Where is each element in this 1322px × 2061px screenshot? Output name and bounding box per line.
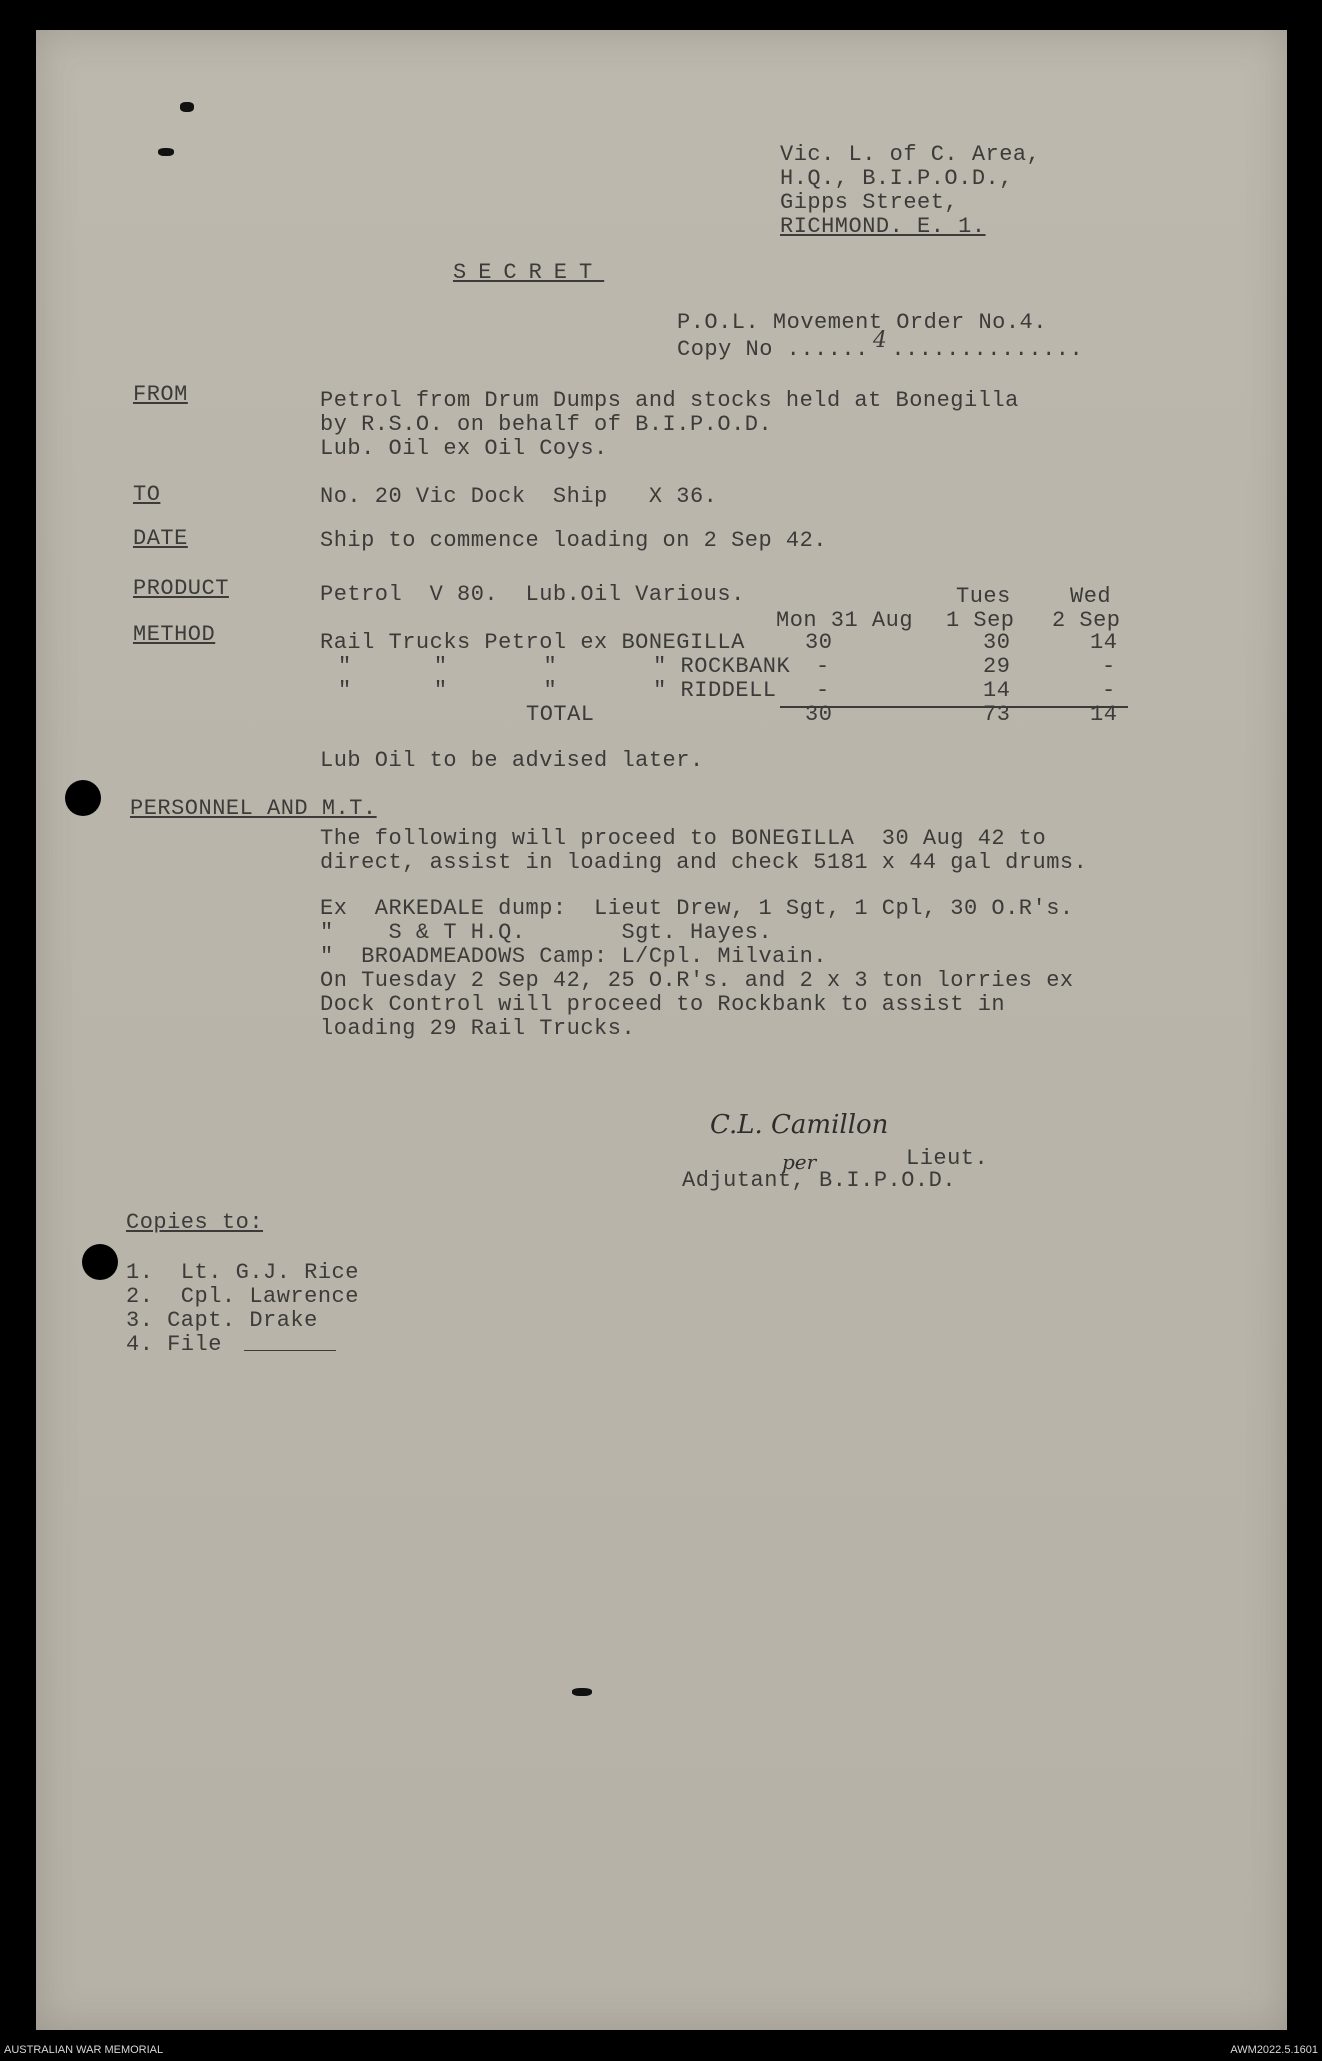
copy-number-line [677,328,1084,362]
handwritten-per: per [782,1150,817,1174]
table-cell: - [816,678,830,703]
signature-rank: Lieut. [906,1146,989,1171]
table-cell: - [1102,678,1116,703]
personnel-line-6: On Tuesday 2 Sep 42, 25 O.R's. and 2 x 3 ton lorries ex [320,968,1074,993]
copies-item: 4. File [126,1332,222,1357]
method-label: METHOD [133,622,216,647]
signature-title: Adjutant, B.I.P.O.D. [682,1168,957,1193]
paper-damage-mark [180,102,194,112]
personnel-line-4: " S & T H.Q. Sgt. Hayes. [320,920,773,945]
punch-hole-bottom [82,1244,118,1280]
handwritten-signature: C.L. Camillon [710,1110,889,1140]
copies-item: 2. Cpl. Lawrence [126,1284,359,1309]
date-text: Ship to commence loading on 2 Sep 42. [320,528,827,553]
footer-left: AUSTRALIAN WAR MEMORIAL [4,2044,164,2056]
footer-right: AWM2022.5.1601 [1230,2044,1318,2056]
copy-number: 4 [872,328,888,353]
column-header-3-line-2: 2 Sep [1052,608,1121,633]
from-line-3: Lub. Oil ex Oil Coys. [320,436,608,461]
file-rule [244,1350,336,1351]
address-line-1: Vic. L. of C. Area, [780,142,1041,167]
copy-dots: .............. [891,337,1084,362]
table-cell: - [1102,654,1116,679]
from-line-1: Petrol from Drum Dumps and stocks held at Bonegilla [320,388,1019,413]
paper-damage-mark [572,1688,592,1696]
personnel-line-1: The following will proceed to BONEGILLA 30 Aug 42 to [320,826,1047,851]
address-line-3: Gipps Street, [780,190,959,215]
to-label: TO [133,482,161,507]
address-line-2: H.Q., B.I.P.O.D., [780,166,1013,191]
table-row-label: Rail Trucks Petrol ex BONEGILLA [320,630,745,655]
address-line-4: RICHMOND. E. 1. [780,214,986,239]
from-label: FROM [133,382,188,407]
table-cell: 30 [983,630,1011,655]
document-page [36,30,1287,2030]
product-label: PRODUCT [133,576,229,601]
punch-hole-top [65,780,101,816]
date-label: DATE [133,526,188,551]
table-cell: 29 [983,654,1011,679]
lub-oil-note: Lub Oil to be advised later. [320,748,704,773]
total-cell: 73 [983,702,1011,727]
product-text: Petrol V 80. Lub.Oil Various. [320,582,745,607]
total-cell: 30 [805,702,833,727]
column-header-3-line-1: Wed [1070,584,1112,609]
to-text: No. 20 Vic Dock Ship X 36. [320,484,718,509]
copies-item: 3. Capt. Drake [126,1308,318,1333]
table-cell: 14 [983,678,1011,703]
column-header-1-line-2: Mon 31 Aug [776,608,914,633]
column-header-2-line-1: Tues [956,584,1011,609]
copy-label: Copy No ...... [677,337,869,362]
personnel-line-2: direct, assist in loading and check 5181 x 44 gal drums. [320,850,1088,875]
table-cell: 30 [805,630,833,655]
personnel-line-8: loading 29 Rail Trucks. [320,1016,636,1041]
copies-item: 1. Lt. G.J. Rice [126,1260,359,1285]
paper-damage-mark [158,148,174,156]
copies-label: Copies to: [126,1210,264,1235]
personnel-label: PERSONNEL AND M.T. [130,796,377,821]
personnel-line-7: Dock Control will proceed to Rockbank to assist in [320,992,1006,1017]
personnel-line-5: " BROADMEADOWS Camp: L/Cpl. Milvain. [320,944,827,969]
personnel-line-3: Ex ARKEDALE dump: Lieut Drew, 1 Sgt, 1 Cpl, 30 O.R's. [320,896,1074,921]
total-cell: 14 [1090,702,1118,727]
table-row-label: " " " " ROCKBANK [338,654,791,679]
table-row-label: " " " " RIDDELL [338,678,777,703]
classification-heading: SECRET [453,260,605,285]
from-line-2: by R.S.O. on behalf of B.I.P.O.D. [320,412,773,437]
table-cell: - [816,654,830,679]
column-header-2-line-2: 1 Sep [946,608,1015,633]
total-label: TOTAL [526,702,595,727]
table-cell: 14 [1090,630,1118,655]
order-title: P.O.L. Movement Order No.4. [677,310,1047,335]
